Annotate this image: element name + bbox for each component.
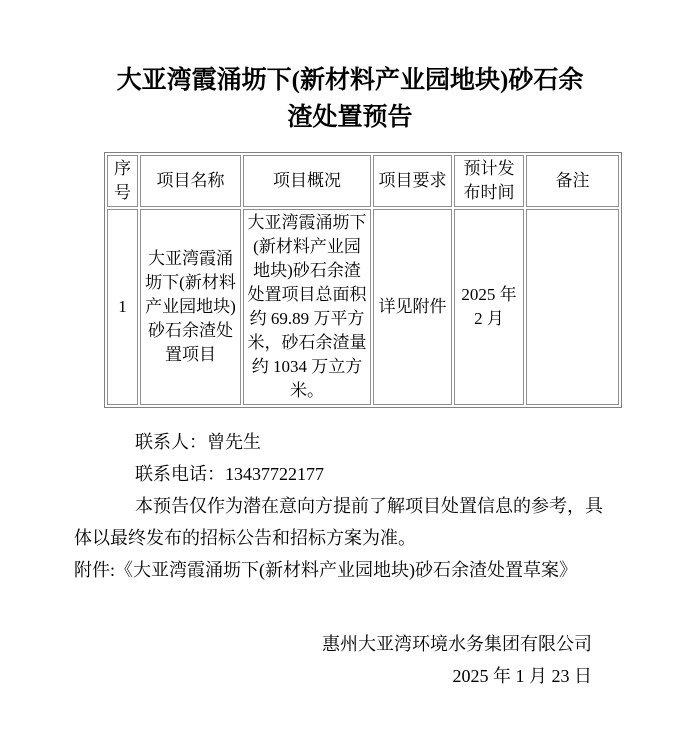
header-project-name: 项目名称 [140, 155, 241, 207]
cell-seq: 1 [107, 209, 138, 405]
contact-person-line: 联系人：曾先生 [135, 432, 261, 452]
cell-publish-time: 2025 年 2 月 [454, 209, 524, 405]
contact-phone-line: 联系电话：13437722177 [135, 464, 324, 484]
header-remark: 备注 [526, 155, 619, 207]
cell-project-name: 大亚湾霞涌坜下(新材料产业园地块)砂石余渣处置项目 [140, 209, 241, 405]
table-header-row [107, 155, 619, 207]
body-text-block [74, 426, 612, 586]
cell-project-requirement: 详见附件 [373, 209, 452, 405]
cell-remark [526, 209, 619, 405]
header-seq: 序号 [107, 155, 138, 207]
cell-project-overview: 大亚湾霞涌坜下(新材料产业园地块)砂石余渣处置项目总面积约 69.89 万平方米，砂石余渣量约 1034 万立方米。 [243, 209, 371, 405]
table-row [107, 209, 619, 405]
signature-block [0, 628, 700, 692]
page-title: 大亚湾霞涌坜下(新材料产业园地块)砂石余渣处置预告 [116, 67, 584, 131]
attachment-line: 附件:《大亚湾霞涌坜下(新材料产业园地块)砂石余渣处置草案》 [74, 560, 577, 580]
company-name: 惠州大亚湾环境水务集团有限公司 [322, 634, 592, 654]
header-project-overview: 项目概况 [243, 155, 371, 207]
header-publish-time: 预计发布时间 [454, 155, 524, 207]
disclaimer-paragraph: 本预告仅作为潜在意向方提前了解项目处置信息的参考，具体以最终发布的招标公告和招标方案为准。 [74, 496, 603, 548]
header-project-requirement: 项目要求 [373, 155, 452, 207]
project-notice-table [104, 152, 622, 408]
document-date: 2025 年 1 月 23 日 [452, 666, 592, 686]
